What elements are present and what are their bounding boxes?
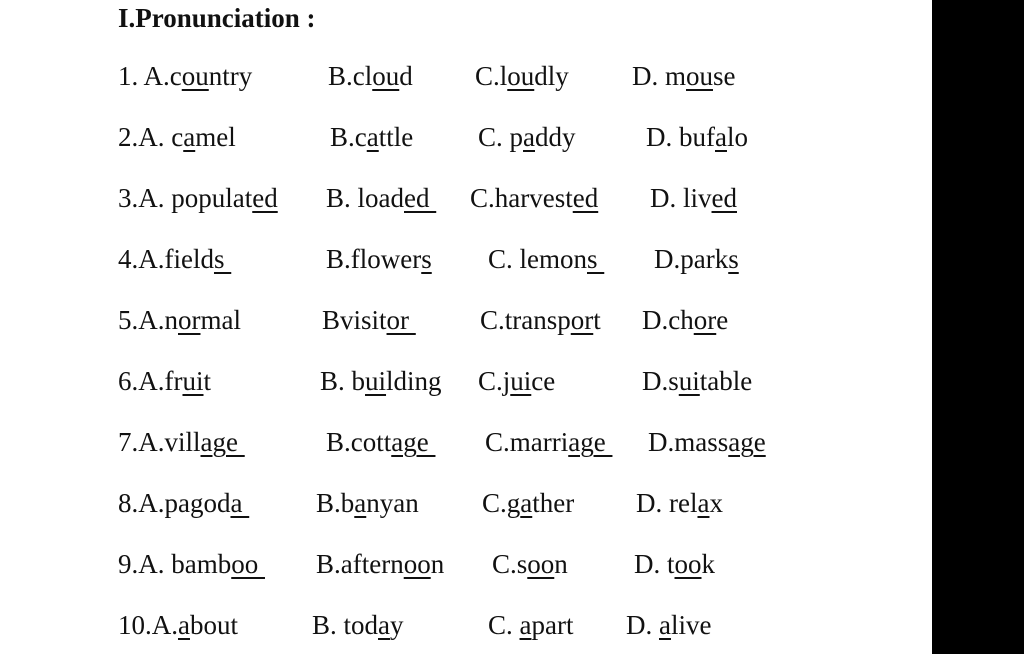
- option-d: [648, 425, 766, 459]
- option-a: [118, 242, 231, 276]
- underlined-sound: ui: [365, 366, 387, 396]
- option-c: [488, 242, 604, 276]
- option-text: B.cl: [328, 61, 373, 91]
- option-a: [118, 486, 249, 520]
- option-c: [482, 486, 574, 520]
- underlined-sound: age: [391, 427, 436, 457]
- option-b: [316, 547, 444, 581]
- option-a: [118, 547, 265, 581]
- underlined-sound: s: [728, 244, 739, 274]
- option-a: [118, 608, 238, 642]
- option-d: [626, 608, 711, 642]
- underlined-sound: age: [568, 427, 613, 457]
- option-text: ce: [531, 366, 556, 396]
- option-text: y: [390, 610, 404, 640]
- option-text: 5.A.n: [118, 305, 178, 335]
- option-text: D. liv: [650, 183, 712, 213]
- underlined-sound: a: [715, 122, 727, 152]
- question-row: [0, 425, 932, 465]
- option-b: [328, 59, 413, 93]
- option-text: mal: [200, 305, 241, 335]
- option-text: B. b: [320, 366, 366, 396]
- option-b: [330, 120, 413, 154]
- option-a: [118, 303, 241, 337]
- underlined-sound: a: [183, 122, 196, 152]
- underlined-sound: ui: [182, 366, 204, 396]
- underlined-sound: a: [520, 488, 533, 518]
- underlined-sound: ou: [372, 61, 400, 91]
- option-text: B. tod: [312, 610, 379, 640]
- option-text: B.cott: [326, 427, 392, 457]
- option-text: t: [203, 366, 212, 396]
- option-text: nyan: [366, 488, 419, 518]
- option-text: 7.A.vill: [118, 427, 201, 457]
- option-text: ttle: [378, 122, 414, 152]
- option-text: t: [593, 305, 601, 335]
- option-a: [118, 364, 211, 398]
- underlined-sound: s: [213, 244, 232, 274]
- option-text: Bvisit: [322, 305, 387, 335]
- option-d: [634, 547, 715, 581]
- option-text: D. rel: [636, 488, 698, 518]
- question-row: [0, 608, 932, 648]
- option-text: D. m: [632, 61, 686, 91]
- option-text: B.flower: [326, 244, 422, 274]
- option-a: [118, 181, 278, 215]
- option-text: 3.A. populat: [118, 183, 253, 213]
- option-text: se: [713, 61, 736, 91]
- option-text: 1. A.c: [118, 61, 182, 91]
- underlined-sound: ou: [686, 61, 713, 91]
- option-text: ddy: [535, 122, 576, 152]
- underlined-sound: a: [378, 610, 390, 640]
- option-c: [470, 181, 598, 215]
- option-text: table: [699, 366, 753, 396]
- option-text: D. t: [634, 549, 675, 579]
- option-text: d: [399, 61, 413, 91]
- underlined-sound: or: [178, 305, 201, 335]
- option-text: C.s: [492, 549, 528, 579]
- option-text: C.g: [482, 488, 521, 518]
- underlined-sound: ui: [510, 366, 532, 396]
- option-text: ntry: [208, 61, 253, 91]
- option-text: 10.A.: [118, 610, 178, 640]
- option-a: [118, 59, 252, 93]
- question-row: [0, 59, 932, 99]
- question-row: [0, 181, 932, 221]
- option-text: n: [554, 549, 568, 579]
- option-d: [650, 181, 737, 215]
- underlined-sound: a: [366, 122, 379, 152]
- option-b: [326, 425, 435, 459]
- option-text: 2.A. c: [118, 122, 184, 152]
- option-text: 4.A.field: [118, 244, 214, 274]
- option-d: [654, 242, 739, 276]
- underlined-sound: oo: [403, 549, 431, 579]
- underlined-sound: oo: [674, 549, 702, 579]
- underlined-sound: a: [178, 610, 190, 640]
- option-text: C.: [488, 610, 520, 640]
- option-b: [316, 486, 419, 520]
- underlined-sound: or: [386, 305, 416, 335]
- underlined-sound: a: [519, 610, 532, 640]
- underlined-sound: a: [230, 488, 250, 518]
- option-c: [478, 120, 576, 154]
- option-text: x: [709, 488, 723, 518]
- option-d: [642, 303, 728, 337]
- option-text: 8.A.pagod: [118, 488, 231, 518]
- option-c: [492, 547, 568, 581]
- option-text: B.c: [330, 122, 367, 152]
- underlined-sound: ed: [711, 183, 737, 213]
- option-b: [326, 181, 436, 215]
- underlined-sound: a: [354, 488, 367, 518]
- option-b: [320, 364, 442, 398]
- option-text: B.aftern: [316, 549, 404, 579]
- option-text: e: [716, 305, 729, 335]
- option-text: C.j: [478, 366, 511, 396]
- underlined-sound: age: [728, 427, 766, 457]
- question-row: [0, 486, 932, 526]
- underlined-sound: age: [200, 427, 245, 457]
- question-row: [0, 120, 932, 160]
- option-b: [312, 608, 404, 642]
- underlined-sound: or: [693, 305, 717, 335]
- option-text: bout: [189, 610, 238, 640]
- option-a: [118, 120, 236, 154]
- underlined-sound: ou: [181, 61, 209, 91]
- option-c: [480, 303, 601, 337]
- option-text: lo: [726, 122, 748, 152]
- option-d: [642, 364, 752, 398]
- option-b: [326, 242, 432, 276]
- underlined-sound: a: [523, 122, 535, 152]
- underlined-sound: ed: [404, 183, 437, 213]
- option-text: C.l: [475, 61, 508, 91]
- underlined-sound: ou: [507, 61, 535, 91]
- option-text: C. lemon: [488, 244, 587, 274]
- option-d: [646, 120, 748, 154]
- option-text: part: [531, 610, 574, 640]
- option-text: C. p: [478, 122, 524, 152]
- option-text: C.harvest: [470, 183, 573, 213]
- question-row: [0, 547, 932, 587]
- option-text: ther: [532, 488, 575, 518]
- option-d: [636, 486, 723, 520]
- underlined-sound: oo: [527, 549, 555, 579]
- underlined-sound: ui: [678, 366, 700, 396]
- option-text: dly: [534, 61, 569, 91]
- option-text: B. load: [326, 183, 404, 213]
- question-row: [0, 303, 932, 343]
- option-text: D.mass: [648, 427, 729, 457]
- underlined-sound: a: [697, 488, 710, 518]
- option-b: [322, 303, 416, 337]
- option-text: D. buf: [646, 122, 715, 152]
- option-text: k: [701, 549, 715, 579]
- underlined-sound: oo: [231, 549, 265, 579]
- underlined-sound: ed: [572, 183, 599, 213]
- option-text: mel: [195, 122, 236, 152]
- underlined-sound: or: [570, 305, 594, 335]
- option-text: lding: [386, 366, 442, 396]
- question-row: [0, 364, 932, 404]
- option-text: D.s: [642, 366, 679, 396]
- option-text: D.: [626, 610, 659, 640]
- option-d: [632, 59, 736, 93]
- underlined-sound: s: [587, 244, 605, 274]
- option-text: live: [670, 610, 712, 640]
- option-a: [118, 425, 245, 459]
- option-text: 6.A.fr: [118, 366, 183, 396]
- underlined-sound: a: [659, 610, 671, 640]
- option-text: D.park: [654, 244, 729, 274]
- option-c: [485, 425, 612, 459]
- underlined-sound: s: [421, 244, 432, 274]
- option-text: n: [430, 549, 445, 579]
- option-c: [488, 608, 573, 642]
- option-text: 9.A. bamb: [118, 549, 232, 579]
- option-text: B.b: [316, 488, 355, 518]
- option-text: C.marri: [485, 427, 569, 457]
- option-text: C.transp: [480, 305, 571, 335]
- section-heading: I.Pronunciation :: [118, 3, 316, 33]
- question-row: [0, 242, 932, 282]
- option-c: [478, 364, 555, 398]
- option-text: D.ch: [642, 305, 694, 335]
- option-c: [475, 59, 569, 93]
- underlined-sound: ed: [252, 183, 278, 213]
